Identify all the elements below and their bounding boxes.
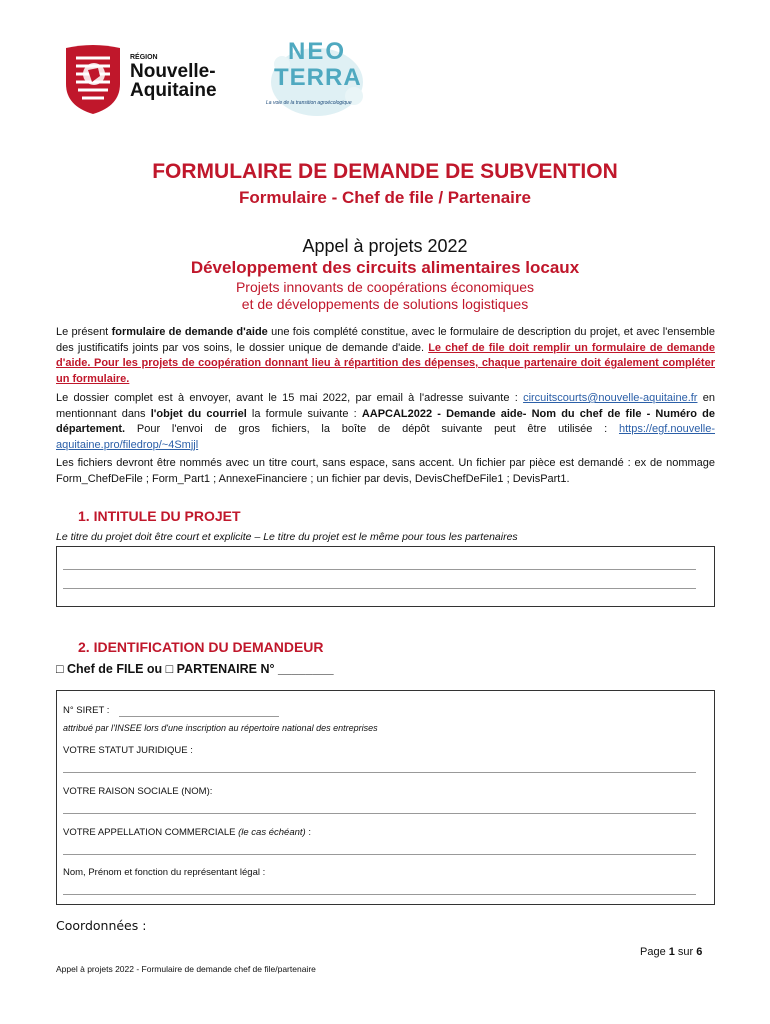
coordonnees-heading: Coordonnées : xyxy=(56,918,147,933)
region-name-line1: Nouvelle- xyxy=(130,61,216,82)
neoterra-logo xyxy=(262,34,372,120)
p1-red-notice: Le chef de file doit remplir un formulaire de demande d'aide. Pour les projets de coopération donnant lieu à répartition des dépenses, chaque partenaire doit également compléter un formulaire. xyxy=(56,341,715,385)
intro-paragraph-1 xyxy=(56,325,715,387)
p2-text-b: en mentionnant dans xyxy=(56,392,715,420)
title-line-2 xyxy=(63,588,696,589)
siret-note: attribué par l'INSEE lors d'une inscription au répertoire national des entreprises xyxy=(63,723,378,733)
footer-text: Appel à projets 2022 - Formulaire de demande chef de file/partenaire xyxy=(56,964,316,974)
region-small-label: RÉGION xyxy=(130,54,158,61)
representant-label: Nom, Prénom et fonction du représentant légal : xyxy=(63,867,266,878)
region-logo xyxy=(58,44,228,116)
page-indicator xyxy=(640,946,702,958)
neo-tagline: La voie de la transition agroécologique xyxy=(266,100,352,106)
terra-text: TERRA xyxy=(274,64,362,91)
region-emblem-icon xyxy=(58,44,128,116)
appellation-label xyxy=(63,827,311,838)
title-line-1 xyxy=(63,569,696,570)
appellation-colon: : xyxy=(305,827,311,838)
project-title-box[interactable] xyxy=(56,546,715,607)
applicant-choice[interactable]: □ Chef de FILE ou □ PARTENAIRE N° ________ xyxy=(56,662,334,676)
section2-heading: 2. IDENTIFICATION DU DEMANDEUR xyxy=(78,639,324,655)
page-sur: sur xyxy=(674,946,697,958)
p1-text-a: Le présent xyxy=(56,326,112,338)
raison-field[interactable] xyxy=(63,813,696,814)
intro-paragraph-3: Les fichiers devront être nommés avec un titre court, sans espace, sans accent. Un fichier par pièce est demandé : ex de nommage Form_ChefDeFile ; Form_Part1 ; AnnexeFinanciere ; un fichier par devis, DevisChefDeFile1 ; DevisPart1. xyxy=(56,457,715,485)
email-link[interactable]: circuitscourts@nouvelle-aquitaine.fr xyxy=(523,392,698,404)
neo-text: NEO xyxy=(288,38,347,65)
identification-box xyxy=(56,690,715,905)
appel-label: Appel à projets 2022 xyxy=(302,236,468,256)
representant-field[interactable] xyxy=(63,894,696,895)
theme-line2: et de développements de solutions logistiques xyxy=(241,296,529,312)
statut-label: VOTRE STATUT JURIDIQUE : xyxy=(63,745,193,756)
intro-paragraph-2 xyxy=(56,391,715,453)
theme-title: Développement des circuits alimentaires locaux xyxy=(190,258,580,277)
section1-note: Le titre du projet doit être court et explicite – Le titre du projet est le même pour tous les partenaires xyxy=(56,531,518,543)
siret-field[interactable] xyxy=(119,716,279,717)
p2-text-f: Pour l'envoi de gros fichiers, la boîte de dépôt suivante peut être utilisée : xyxy=(125,423,619,435)
p2-text-d: la formule suivante : xyxy=(246,407,362,420)
appellation-field[interactable] xyxy=(63,854,696,855)
page-word: Page xyxy=(640,946,669,958)
p2-text-a: Le dossier complet est à envoyer, avant le 15 mai 2022, par email à l'adresse suivante : xyxy=(56,392,524,404)
siret-label: N° SIRET : xyxy=(63,705,110,716)
appellation-text: VOTRE APPELLATION COMMERCIALE xyxy=(63,827,239,838)
statut-field[interactable] xyxy=(63,772,696,773)
page-number: 1 xyxy=(668,946,675,958)
p1-text-bold: formulaire de demande d'aide xyxy=(111,326,268,338)
theme-line1: Projets innovants de coopérations économiques xyxy=(235,279,535,295)
section1-heading: 1. INTITULE DU PROJET xyxy=(78,508,241,524)
p2-text-bold-formula: AAPCAL2022 - Demande aide- Nom du chef de file - Numéro de département. xyxy=(56,407,715,435)
p2-text-bold-object: l'objet du courriel xyxy=(150,407,247,420)
form-title: FORMULAIRE DE DEMANDE DE SUBVENTION xyxy=(152,160,618,183)
region-name-line2: Aquitaine xyxy=(130,80,217,101)
appellation-note: (le cas échéant) xyxy=(238,827,306,838)
raison-label: VOTRE RAISON SOCIALE (NOM): xyxy=(63,786,213,797)
page-total: 6 xyxy=(696,946,703,958)
form-subtitle: Formulaire - Chef de file / Partenaire xyxy=(239,188,531,207)
filedrop-link[interactable]: https://egf.nouvelle-aquitaine.pro/filedrop/~4Smjjl xyxy=(56,423,715,451)
p1-text-c: une fois complété constitue, avec le formulaire de description du projet, et avec l'ensemble des justificatifs joints par vos soins, le dossier unique de demande d'aide. xyxy=(56,326,715,354)
